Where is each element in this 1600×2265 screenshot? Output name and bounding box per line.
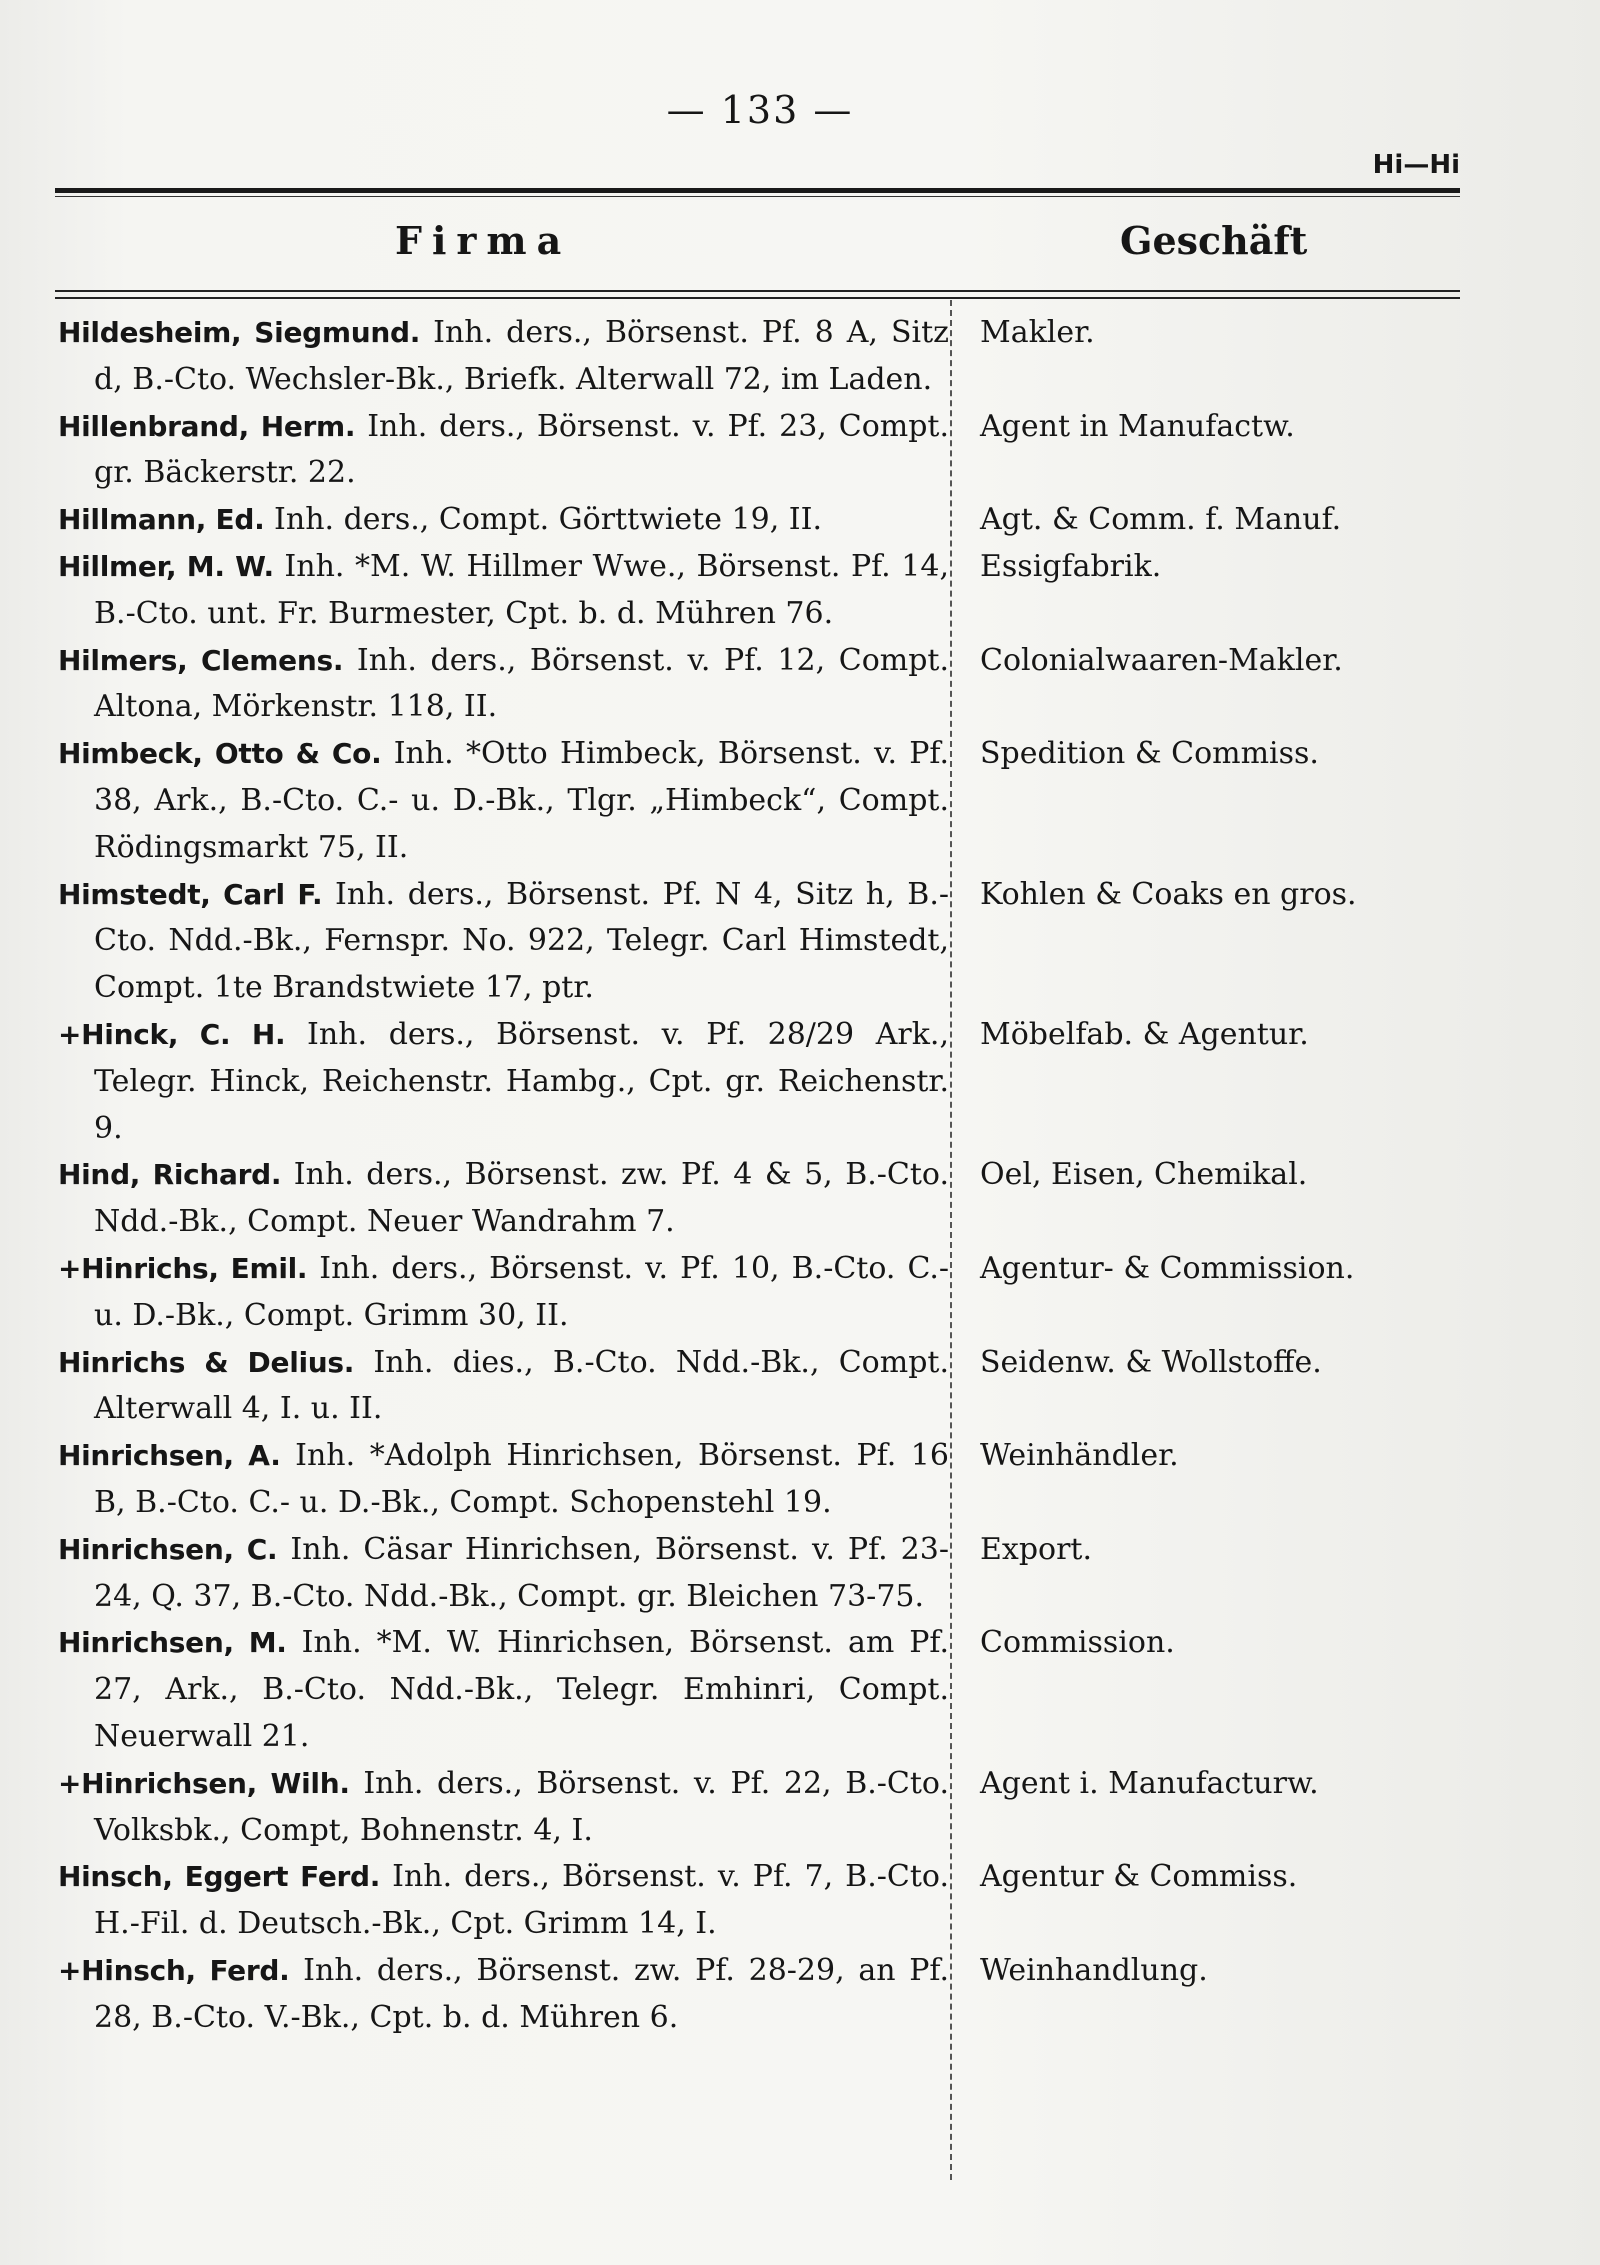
firm-details: Inh. *Adolph Hinrichsen, Börsenst. Pf. 16 B, B.-Cto. C.- u. D.-Bk., Compt. Schopenstehl 19. xyxy=(94,1438,949,1520)
firm-details: Inh. *M. W. Hinrichsen, Börsenst. am Pf. 27, Ark., B.-Cto. Ndd.-Bk., Telegr. Emhinri, Compt. Neuerwall 21. xyxy=(94,1625,949,1754)
business-type: Colonialwaaren-Makler. xyxy=(980,642,1343,678)
column-header-firma: Firma xyxy=(395,218,572,263)
business-type: Weinhändler. xyxy=(980,1438,1179,1474)
business-type: Agentur- & Commission. xyxy=(980,1250,1355,1286)
entry-hinrichsen-a xyxy=(58,1433,1458,1527)
firm-name: Himbeck, Otto & Co. xyxy=(58,737,382,771)
business-type: Essigfabrik. xyxy=(980,548,1162,584)
entry-hinrichs-emil xyxy=(58,1246,1458,1340)
firm-name: Hinrichsen, C. xyxy=(58,1532,278,1566)
firm-details: Inh. dies., B.-Cto. Ndd.-Bk., Compt. Alterwall 4, I. u. II. xyxy=(94,1344,949,1427)
entry-firma xyxy=(58,1948,949,2042)
entry-firma xyxy=(58,1620,949,1760)
firm-details: Inh. ders., Börsenst. v. Pf. 7, B.-Cto. H.-Fil. d. Deutsch.-Bk., Cpt. Grimm 14, I. xyxy=(94,1859,949,1942)
firm-details: Inh. ders., Börsenst. v. Pf. 10, B.-Cto. C.- u. D.-Bk., Compt. Grimm 30, II. xyxy=(94,1250,949,1333)
top-rule-thin xyxy=(55,196,1460,197)
firm-details: Inh. ders., Börsenst. v. Pf. 22, B.-Cto. Volksbk., Compt, Bohnenstr. 4, I. xyxy=(94,1765,949,1848)
firm-name: Hinrichsen, M. xyxy=(58,1626,287,1660)
firm-name: Himstedt, Carl F. xyxy=(58,877,323,911)
firm-name: Hinrichsen, A. xyxy=(58,1439,281,1473)
page-number: — 133 — xyxy=(666,88,854,132)
entry-hinrichs-delius xyxy=(58,1340,1458,1434)
business-type: Commission. xyxy=(980,1625,1175,1661)
entry-hinsch-ferd xyxy=(58,1948,1458,2042)
business-type: Kohlen & Coaks en gros. xyxy=(980,876,1357,912)
entry-firma xyxy=(58,1012,949,1152)
firm-name: Hinrichs & Delius. xyxy=(58,1345,355,1379)
entry-hillmer xyxy=(58,544,1458,638)
entry-firma xyxy=(58,1761,949,1855)
entry-firma xyxy=(58,1246,949,1340)
entry-himbeck xyxy=(58,731,1458,871)
business-type: Agt. & Comm. f. Manuf. xyxy=(980,502,1342,538)
business-type: Oel, Eisen, Chemikal. xyxy=(980,1157,1308,1193)
entry-hillmann xyxy=(58,497,1458,544)
firm-details: Inh. ders., Börsenst. Pf. 8 A, Sitz d, B.-Cto. Wechsler-Bk., Briefk. Alterwall 72, im Laden. xyxy=(94,315,949,397)
entry-firma xyxy=(58,310,949,404)
firm-name: Hildesheim, Siegmund. xyxy=(58,316,421,349)
alphabetical-range: Hi—Hi xyxy=(1372,150,1460,180)
top-rule xyxy=(55,188,1460,193)
entry-firma xyxy=(58,1152,949,1246)
header-rule-double xyxy=(55,297,1460,299)
firm-name: Hilmers, Clemens. xyxy=(58,643,344,677)
firm-details: Inh. ders., Börsenst. v. Pf. 28/29 Ark., Telegr. Hinck, Reichenstr. Hambg., Cpt. gr. Reichenstr. 9. xyxy=(94,1016,949,1146)
entry-firma xyxy=(58,731,949,871)
business-type: Agent in Manufactw. xyxy=(980,408,1295,444)
entry-firma xyxy=(58,872,949,1012)
entry-firma xyxy=(58,1527,949,1621)
column-header-geschaeft: Geschäft xyxy=(1120,218,1308,263)
firm-name: Hillmer, M. W. xyxy=(58,549,274,583)
entry-hind xyxy=(58,1152,1458,1246)
entry-hinrichsen-c xyxy=(58,1527,1458,1621)
business-type: Agent i. Manufacturw. xyxy=(980,1765,1319,1801)
entry-hinsch-eggert xyxy=(58,1854,1458,1948)
firm-details: Inh. *Otto Himbeck, Börsenst. v. Pf. 38, Ark., B.-Cto. C.- u. D.-Bk., Tlgr. „Himbeck“, Compt. Rödingsmarkt 75, II. xyxy=(94,736,949,865)
business-type: Export. xyxy=(980,1531,1093,1567)
business-type: Möbelfab. & Agentur. xyxy=(980,1016,1309,1052)
firm-name: Hind, Richard. xyxy=(58,1158,282,1192)
entry-hinck xyxy=(58,1012,1458,1152)
firm-details: Inh. ders., Börsenst. zw. Pf. 28-29, an Pf. 28, B.-Cto. V.-Bk., Cpt. b. d. Mühren 6. xyxy=(94,1952,950,2035)
business-type: Makler. xyxy=(980,315,1095,350)
entry-firma xyxy=(58,404,949,498)
firm-name: +Hinrichs, Emil. xyxy=(58,1251,308,1285)
firm-details: Inh. ders., Börsenst. zw. Pf. 4 & 5, B.-Cto. Ndd.-Bk., Compt. Neuer Wandrahm 7. xyxy=(94,1157,949,1240)
firm-name: Hillenbrand, Herm. xyxy=(58,409,356,443)
firm-name: +Hinck, C. H. xyxy=(58,1017,286,1051)
firm-name: Hillmann, Ed. xyxy=(58,503,265,537)
entry-firma xyxy=(58,1433,949,1527)
entry-hildesheim xyxy=(58,310,1458,404)
firm-details: Inh. ders., Börsenst. v. Pf. 23, Compt. gr. Bäckerstr. 22. xyxy=(94,408,949,491)
entry-hinrichsen-wilh xyxy=(58,1761,1458,1855)
entry-firma xyxy=(58,638,949,732)
firm-details: Inh. ders., Börsenst. Pf. N 4, Sitz h, B.-Cto. Ndd.-Bk., Fernspr. No. 922, Telegr. Carl Himstedt, Compt. 1te Brandstwiete 17, ptr. xyxy=(94,876,949,1006)
entry-list xyxy=(58,310,1458,2041)
entry-firma xyxy=(58,544,949,638)
firm-details: Inh. ders., Börsenst. v. Pf. 12, Compt. Altona, Mörkenstr. 118, II. xyxy=(94,642,949,725)
business-type: Agentur & Commiss. xyxy=(980,1859,1298,1895)
firm-name: +Hinsch, Ferd. xyxy=(58,1953,290,1987)
firm-details: Inh. Cäsar Hinrichsen, Börsenst. v. Pf. 23-24, Q. 37, B.-Cto. Ndd.-Bk., Compt. gr. Bleichen 73-75. xyxy=(94,1531,949,1614)
firm-details: Inh. *M. W. Hillmer Wwe., Börsenst. Pf. 14, B.-Cto. unt. Fr. Burmester, Cpt. b. d. Mühren 76. xyxy=(94,548,949,631)
entry-hinrichsen-m xyxy=(58,1620,1458,1760)
business-type: Spedition & Commiss. xyxy=(980,736,1319,772)
business-type: Seidenw. & Wollstoffe. xyxy=(980,1344,1322,1380)
header-rule xyxy=(55,290,1460,292)
entry-firma xyxy=(58,1340,949,1434)
firm-details: Inh. ders., Compt. Görttwiete 19, II. xyxy=(274,502,823,538)
business-type: Weinhandlung. xyxy=(980,1952,1208,1988)
entry-firma xyxy=(58,497,949,544)
firm-name: Hinsch, Eggert Ferd. xyxy=(58,1860,381,1894)
entry-firma xyxy=(58,1854,949,1948)
entry-himstedt xyxy=(58,872,1458,1012)
firm-name: +Hinrichsen, Wilh. xyxy=(58,1766,350,1800)
entry-hilmers xyxy=(58,638,1458,732)
entry-hillenbrand xyxy=(58,404,1458,498)
